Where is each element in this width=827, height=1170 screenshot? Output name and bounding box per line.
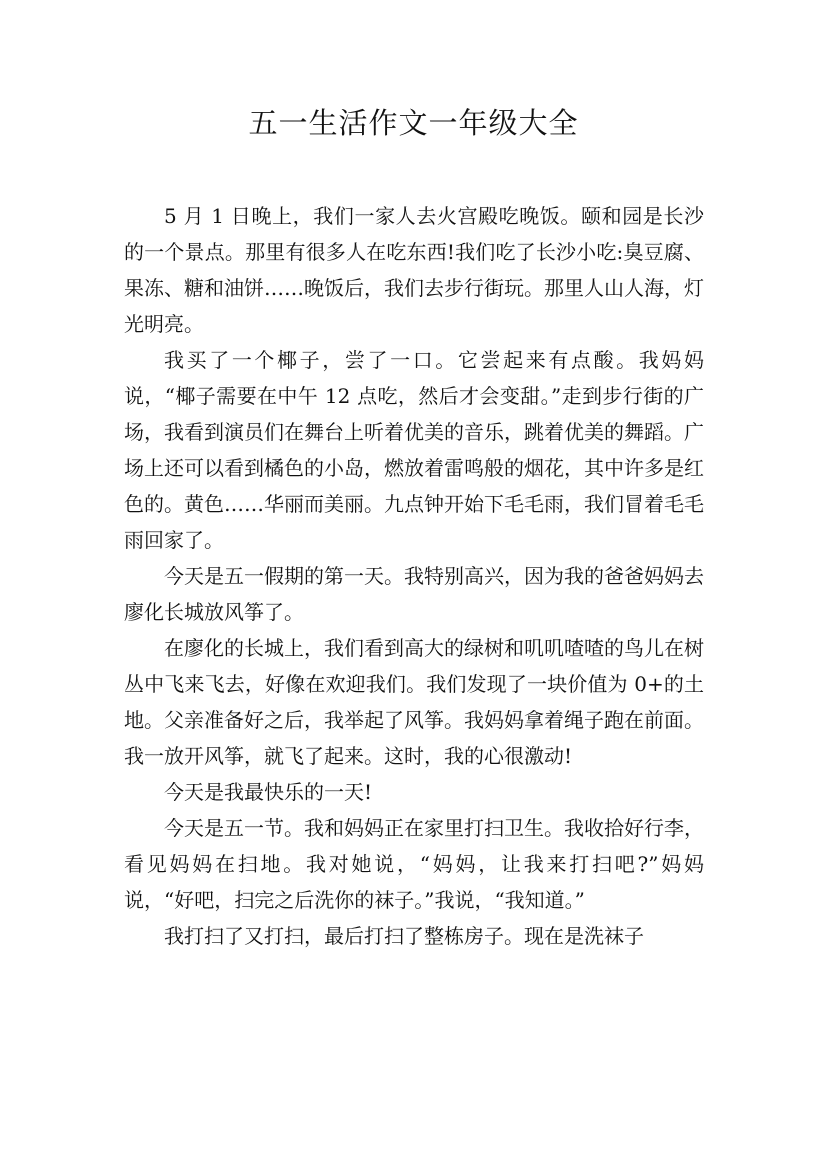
document-body (124, 198, 704, 954)
paragraph-7: 我打扫了又打扫，最后打扫了整栋房子。现在是洗袜子 (164, 924, 644, 948)
paragraph-3: 今天是五一假期的第一天。我特别高兴，因为我的爸爸妈妈去廖化长城放风筝了。 (124, 564, 704, 624)
paragraph-5: 今天是我最快乐的一天! (164, 780, 373, 804)
paragraph-4: 在廖化的长城上，我们看到高大的绿树和叽叽喳喳的鸟儿在树丛中飞来飞去，好像在欢迎我们。我们发现了一块价值为 0+的土地。父亲准备好之后，我举起了风筝。我妈妈拿着绳子跑在前面。我一放开风筝，就飞了起来。这时，我的心很激动! (124, 636, 704, 768)
document-title: 五一生活作文一年级大全 (248, 106, 579, 140)
paragraph-2: 我买了一个椰子，尝了一口。它尝起来有点酸。我妈妈说，“椰子需要在中午 12 点吃，然后才会变甜。”走到步行街的广场，我看到演员们在舞台上听着优美的音乐，跳着优美的舞蹈。广场上还可以看到橘色的小岛，燃放着雷鸣般的烟花，其中许多是红色的。黄色……华丽而美丽。九点钟开始下毛毛雨，我们冒着毛毛雨回家了。 (124, 348, 704, 552)
paragraph-6: 今天是五一节。我和妈妈正在家里打扫卫生。我收拾好行李，看见妈妈在扫地。我对她说，“妈妈，让我来打扫吧?”妈妈说，“好吧，扫完之后洗你的袜子。”我说，“我知道。” (124, 816, 704, 912)
paragraph-1: 5 月 1 日晚上，我们一家人去火宫殿吃晚饭。颐和园是长沙的一个景点。那里有很多人在吃东西!我们吃了长沙小吃:臭豆腐、果冻、糖和油饼……晚饭后，我们去步行街玩。那里人山人海，灯光明亮。 (124, 204, 704, 336)
